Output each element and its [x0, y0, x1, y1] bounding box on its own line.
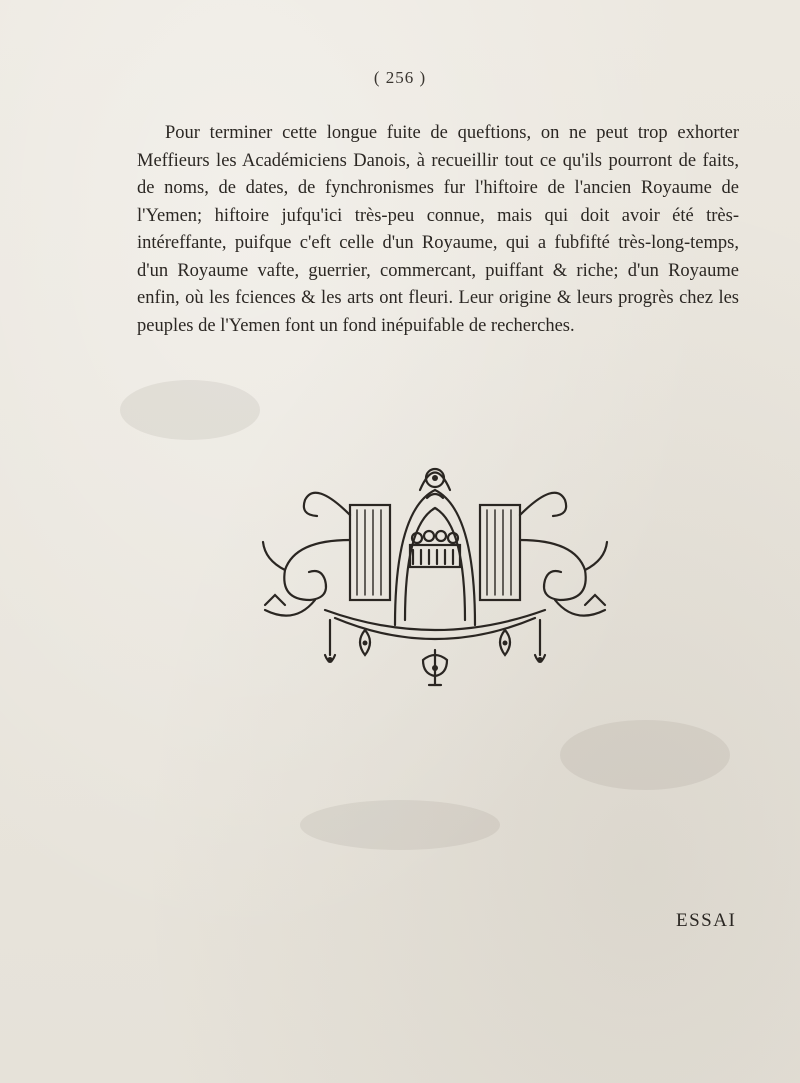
paper-stain	[560, 720, 730, 790]
catchword: ESSAI	[676, 910, 737, 931]
paper-stain	[300, 800, 500, 850]
body-paragraph: Pour terminer cette longue fuite de queftions, on ne peut trop exhorter Meffieurs les Académiciens Danois, à recueillir tout ce qu'ils pourront de faits, de noms, de dates, de fynchronismes fur l'hiftoire de l'ancien Royaume de l'Yemen; hiftoire jufqu'ici très-peu connue, mais qui doit avoir été très-intéreffante, puifque c'eft celle d'un Royaume, qui a fubfifté très-long-temps, d'un Royaume vafte, guerrier, commercant, puiffant & riche; d'un Royaume enfin, où les fciences & les arts ont fleuri. Leur origine & leurs progrès chez les peuples de l'Yemen font un fond inépuifable de recherches.	[137, 123, 739, 336]
fleuron-tailpiece-icon	[255, 450, 615, 690]
page-number: ( 256 )	[373, 68, 427, 87]
paper-stain	[120, 380, 260, 440]
